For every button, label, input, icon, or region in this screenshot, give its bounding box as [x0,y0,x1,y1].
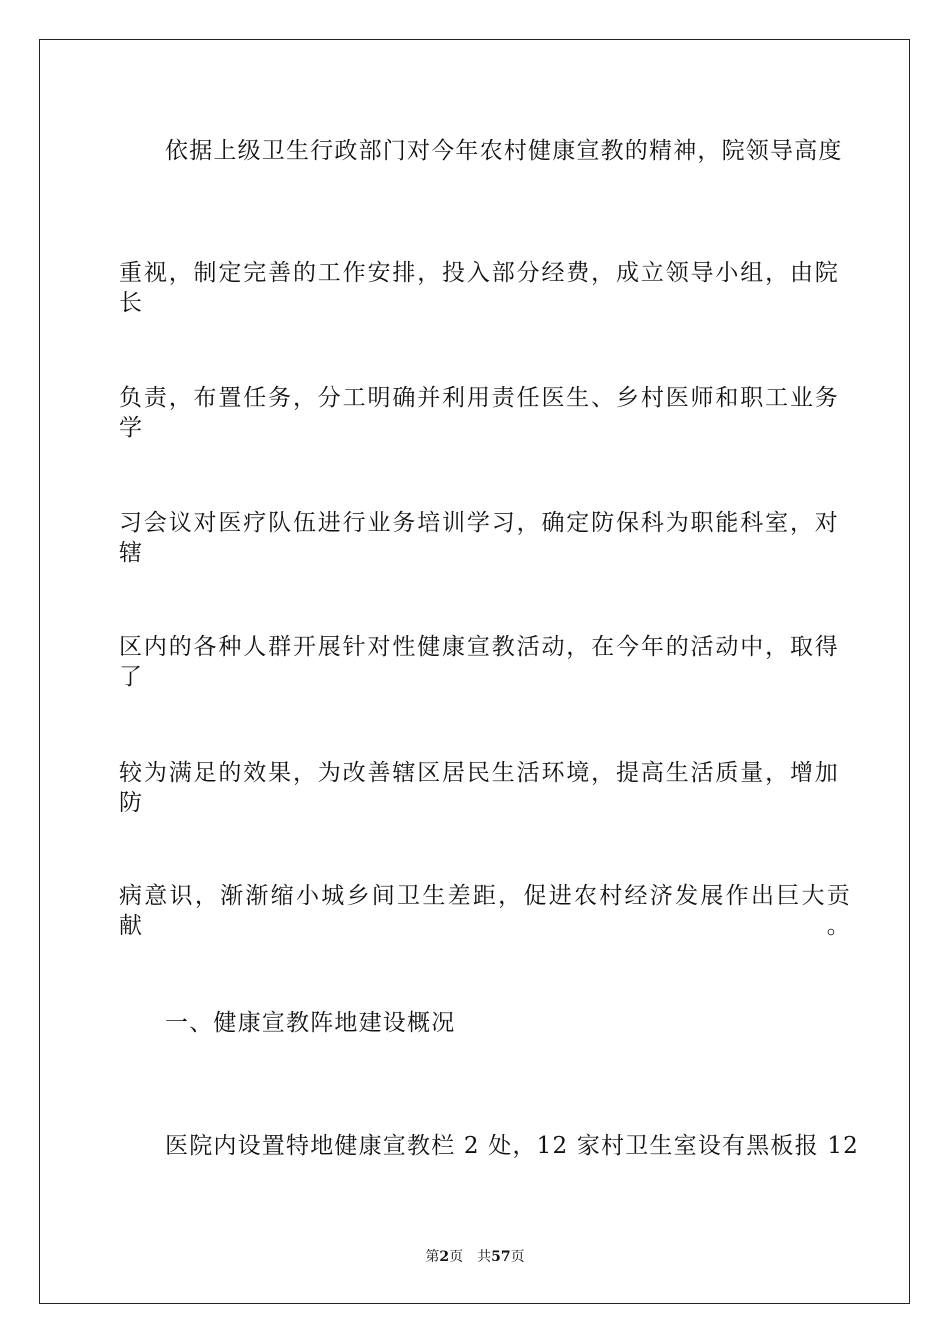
paragraph-1-line-1: 依据上级卫生行政部门对今年农村健康宣教的精神，院领导高度 [165,138,843,164]
paragraph-1-line-6: 较为满足的效果，为改善辖区居民生活环境，提高生活质量，增加防 [119,760,839,816]
footer-page-current: 2 [439,1249,450,1265]
footer-page-prefix: 第 [425,1249,440,1265]
footer-page-total: 57 [491,1249,511,1265]
section-heading: 一、健康宣教阵地建设概况 [165,1010,456,1036]
page-footer [0,1248,950,1266]
footer-total-prefix: 共 [477,1249,492,1265]
paragraph-2-line-1: 医院内设置特地健康宣教栏 2 处，12 家村卫生室设有黑板报 12 [165,1133,860,1159]
paragraph-1-line-5: 区内的各种人群开展针对性健康宣教活动，在今年的活动中，取得了 [119,634,839,690]
footer-total-unit: 页 [510,1249,525,1265]
paragraph-1-line-4: 习会议对医疗队伍进行业务培训学习，确定防保科为职能科室，对辖 [119,510,839,566]
paragraph-1-line-2: 重视，制定完善的工作安排，投入部分经费，成立领导小组，由院长 [119,260,839,316]
paragraph-1-line-7: 病意识，渐渐缩小城乡间卫生差距，促进农村经济发展作出巨大贡献。 [119,883,851,939]
footer-page-unit: 页 [449,1249,464,1265]
paragraph-1-line-3: 负责，布置任务，分工明确并利用责任医生、乡村医师和职工业务学 [119,385,839,441]
